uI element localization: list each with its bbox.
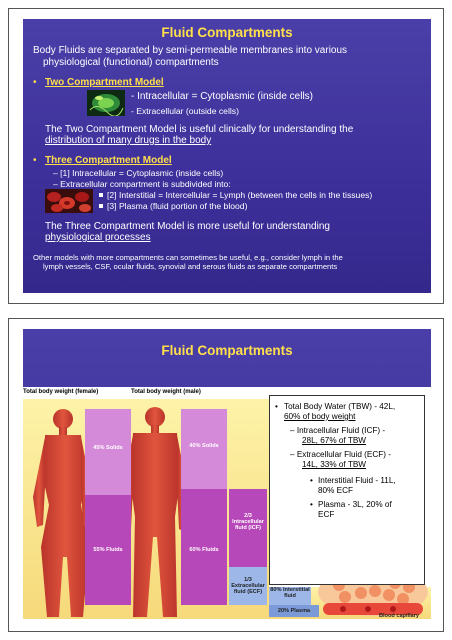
two-model-note-2: distribution of many drugs in the body: [45, 135, 212, 146]
slide-2: [23, 329, 431, 619]
intro-line-1: Body Fluids are separated by semi-permeable membranes into various: [33, 45, 348, 56]
ecf-line-1: – Extracellular Fluid (ECF) -: [290, 450, 392, 459]
male-solids-label: 40% Solids: [189, 443, 219, 449]
icf-label: 2/3 Intracellular fluid (ICF): [232, 513, 264, 532]
bullet-dot: •: [33, 155, 37, 166]
two-model-note-1: The Two Compartment Model is useful clinically for understanding the: [45, 124, 354, 135]
three-model-note-1: The Three Compartment Model is more useful for understanding: [45, 221, 330, 232]
three-model-sub-1: [2] Interstitial = Intercellular = Lymph (between the cells in the tissues): [107, 190, 373, 200]
ecf-label: 1/3 Extracellular fluid (ECF): [231, 577, 265, 596]
three-model-note-2: physiological processes: [45, 232, 151, 243]
info-sub-bullet: •: [310, 476, 313, 485]
blood-cells-thumbnail-icon: [45, 189, 93, 213]
two-model-item-2: - Extracellular (outside cells): [131, 106, 239, 116]
cell-thumbnail-icon: [87, 90, 125, 116]
slide-1: [23, 19, 431, 293]
three-model-item-1: – [1] Intracellular = Cytoplasmic (inside cells): [53, 168, 224, 178]
plasma-label: 20% Plasma: [277, 608, 311, 614]
male-label: Total body weight (male): [131, 389, 201, 395]
plasma-line-1: Plasma - 3L, 20% of: [318, 500, 392, 509]
info-bullet: •: [275, 402, 278, 411]
female-label: Total body weight (female): [23, 389, 99, 395]
three-model-heading: Three Compartment Model: [45, 155, 172, 166]
tbw-line-1: Total Body Water (TBW) - 42L,: [284, 402, 396, 411]
info-sub-bullet: •: [310, 500, 313, 509]
slide-frame-2: [8, 318, 444, 632]
female-solids-label: 45% Solids: [93, 445, 123, 451]
slide-1-title: Fluid Compartments: [161, 25, 293, 40]
ecf-line-2: 14L, 33% of TBW: [302, 460, 367, 469]
three-model-sub-2: [3] Plasma (fluid portion of the blood): [107, 201, 248, 211]
blood-capillary-label: Blood capillary: [378, 613, 420, 619]
bullet-dot: •: [33, 77, 37, 88]
interstitial-label: 80% Interstitial fluid: [270, 587, 310, 600]
plasma-line-2: ECF: [318, 510, 335, 519]
interstitial-line-1: Interstitial Fluid - 11L,: [318, 476, 396, 485]
sub-bullet: [99, 193, 103, 197]
female-fluids-label: 55% Fluids: [93, 547, 123, 553]
icf-line-2: 28L, 67% of TBW: [302, 436, 367, 445]
footer-line-1: Other models with more compartments can sometimes be useful, e.g., consider lymph in the: [33, 253, 343, 262]
sub-bullet: [99, 204, 103, 208]
fluid-info-box: [269, 395, 425, 585]
male-fluids-label: 60% Fluids: [189, 547, 219, 553]
slide-2-title: Fluid Compartments: [161, 343, 293, 358]
icf-line-1: – Intracellular Fluid (ICF) -: [290, 426, 386, 435]
footer-line-2: lymph vessels, CSF, ocular fluids, synovial and serous fluids as separate compartments: [43, 262, 338, 271]
interstitial-line-2: 80% ECF: [318, 486, 354, 495]
three-model-item-2: – Extracellular compartment is subdivided into:: [53, 179, 231, 189]
slide-frame-1: [8, 8, 444, 304]
tbw-line-2: 60% of body weight: [284, 412, 356, 421]
body-fluid-figure: [23, 387, 431, 619]
two-model-item-1: - Intracellular = Cytoplasmic (inside cells): [131, 91, 314, 102]
intro-line-2: physiological (functional) compartments: [43, 57, 219, 68]
two-model-heading: Two Compartment Model: [45, 77, 164, 88]
